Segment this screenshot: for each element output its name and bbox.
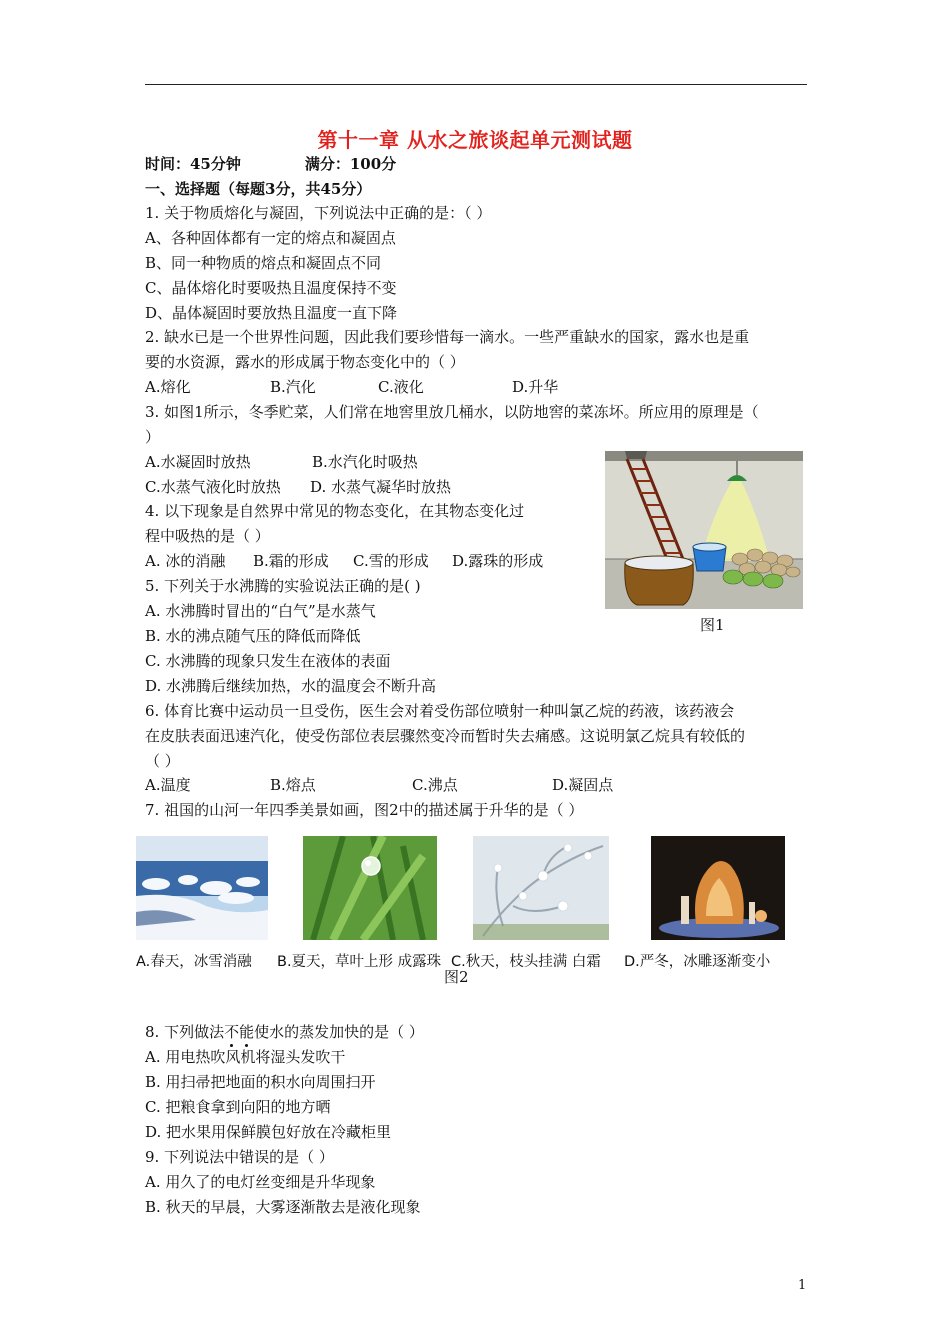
q2-option-b: B.汽化 (270, 378, 316, 396)
q4-option-a: A. 冰的消融 (145, 552, 226, 570)
full-score: 满分：100分 (304, 155, 397, 173)
emphasis-char-can: 能 (239, 1023, 255, 1041)
q3-option-a: A.水凝固时放热 (145, 453, 251, 471)
q3-option-d: D. 水蒸气凝华时放热 (310, 478, 452, 496)
photo-b-caption: B.夏天，草叶上形 成露珠 (277, 954, 442, 970)
q5-option-c: C. 水沸腾的现象只发生在液体的表面 (145, 652, 391, 670)
dewdrop-on-grass-photo (303, 836, 437, 940)
q1-option-b: B、同一种物质的熔点和凝固点不同 (145, 254, 382, 272)
q2-stem-line2: 要的水资源，露水的形成属于物态变化中的（ ） (145, 353, 465, 371)
q4-option-b: B.霜的形成 (253, 552, 329, 570)
page-number: 1 (798, 1278, 807, 1293)
emphasis-char-not: 不 (224, 1023, 240, 1041)
ice-sculpture-photo (651, 836, 785, 940)
snow-melting-photo (136, 836, 268, 940)
q6-stem-line3: （ ） (145, 752, 180, 770)
q6-option-d: D.凝固点 (552, 776, 614, 794)
q2-stem-line1: 2. 缺水已是一个世界性问题，因此我们要珍惜每一滴水。一些严重缺水的国家，露水也是重 (145, 328, 750, 346)
q1-option-a: A、各种固体都有一定的熔点和凝固点 (145, 229, 396, 247)
q1-option-d: D、晶体凝固时要放热且温度一直下降 (145, 304, 398, 322)
q8-option-c: C. 把粮食拿到向阳的地方晒 (145, 1098, 331, 1116)
q3-option-c: C.水蒸气液化时放热 (145, 478, 281, 496)
photo-a-caption: A.春天，冰雪消融 (136, 954, 252, 970)
q2-option-d: D.升华 (512, 378, 559, 396)
q9-option-a: A. 用久了的电灯丝变细是升华现象 (145, 1173, 376, 1191)
photo-c-caption: C.秋天，枝头挂满 白霜 (451, 954, 601, 970)
q3-option-b: B.水汽化时吸热 (312, 453, 418, 471)
q6-stem-line1: 6. 体育比赛中运动员一旦受伤，医生会对着受伤部位喷射一种叫氯乙烷的药液，该药液会 (145, 702, 735, 720)
header-rule (145, 84, 807, 85)
q5-option-a: A. 水沸腾时冒出的“白气”是水蒸气 (145, 602, 376, 620)
q9-option-b: B. 秋天的早晨，大雾逐渐散去是液化现象 (145, 1198, 421, 1216)
q8-stem-pre: 8. 下列做法 (145, 1023, 225, 1041)
frost-on-branches-photo (473, 836, 609, 940)
q1-stem: 1. 关于物质熔化与凝固，下列说法中正确的是：（ ） (145, 204, 492, 222)
q2-option-a: A.熔化 (145, 378, 191, 396)
q7-stem: 7. 祖国的山河一年四季美景如画，图2中的描述属于升华的是（ ） (145, 801, 584, 819)
q1-option-c: C、晶体熔化时要吸热且温度保持不变 (145, 279, 397, 297)
figure-1-caption: 图1 (700, 616, 725, 634)
figure-2-caption: 图2 (444, 968, 469, 986)
page-title: 第十一章 从水之旅谈起单元测试题 (317, 128, 633, 152)
q5-option-b: B. 水的沸点随气压的降低而降低 (145, 627, 361, 645)
q4-option-d: D.露珠的形成 (452, 552, 544, 570)
q8-option-b: B. 用扫帚把地面的积水向周围扫开 (145, 1073, 376, 1091)
q6-option-a: A.温度 (145, 776, 191, 794)
time-limit: 时间：45分钟 (145, 155, 241, 173)
q6-option-c: C.沸点 (412, 776, 458, 794)
q4-stem-line2: 程中吸热的是（ ） (145, 527, 270, 545)
q2-option-c: C.液化 (378, 378, 424, 396)
q5-option-d: D. 水沸腾后继续加热，水的温度会不断升高 (145, 677, 437, 695)
q4-stem-line1: 4. 以下现象是自然界中常见的物态变化，在其物态变化过 (145, 502, 525, 520)
q6-stem-line2: 在皮肤表面迅速汽化，使受伤部位表层骤然变冷而暂时失去痛感。这说明氯乙烷具有较低的 (145, 727, 746, 745)
section-heading: 一、选择题（每题3分，共45分） (145, 180, 372, 198)
q8-stem-post: 使水的蒸发加快的是（ ） (254, 1023, 424, 1041)
q3-stem-line1: 3. 如图1所示，冬季贮菜，人们常在地窖里放几桶水，以防地窖的菜冻坏。所应用的原理是（ (145, 403, 759, 421)
q4-option-c: C.雪的形成 (353, 552, 429, 570)
cellar-illustration (605, 451, 803, 609)
q8-option-a: A. 用电热吹风机将湿头发吹干 (145, 1048, 346, 1066)
q9-stem: 9. 下列说法中错误的是（ ） (145, 1148, 334, 1166)
q3-stem-line2: ） (145, 428, 161, 446)
photo-d-caption: D.严冬，冰雕逐渐变小 (624, 954, 771, 970)
q8-stem (145, 1022, 424, 1042)
exam-meta (145, 154, 396, 174)
q5-stem: 5. 下列关于水沸腾的实验说法正确的是( ) (145, 577, 421, 595)
q8-option-d: D. 把水果用保鲜膜包好放在冷藏柜里 (145, 1123, 392, 1141)
q6-option-b: B.熔点 (270, 776, 316, 794)
